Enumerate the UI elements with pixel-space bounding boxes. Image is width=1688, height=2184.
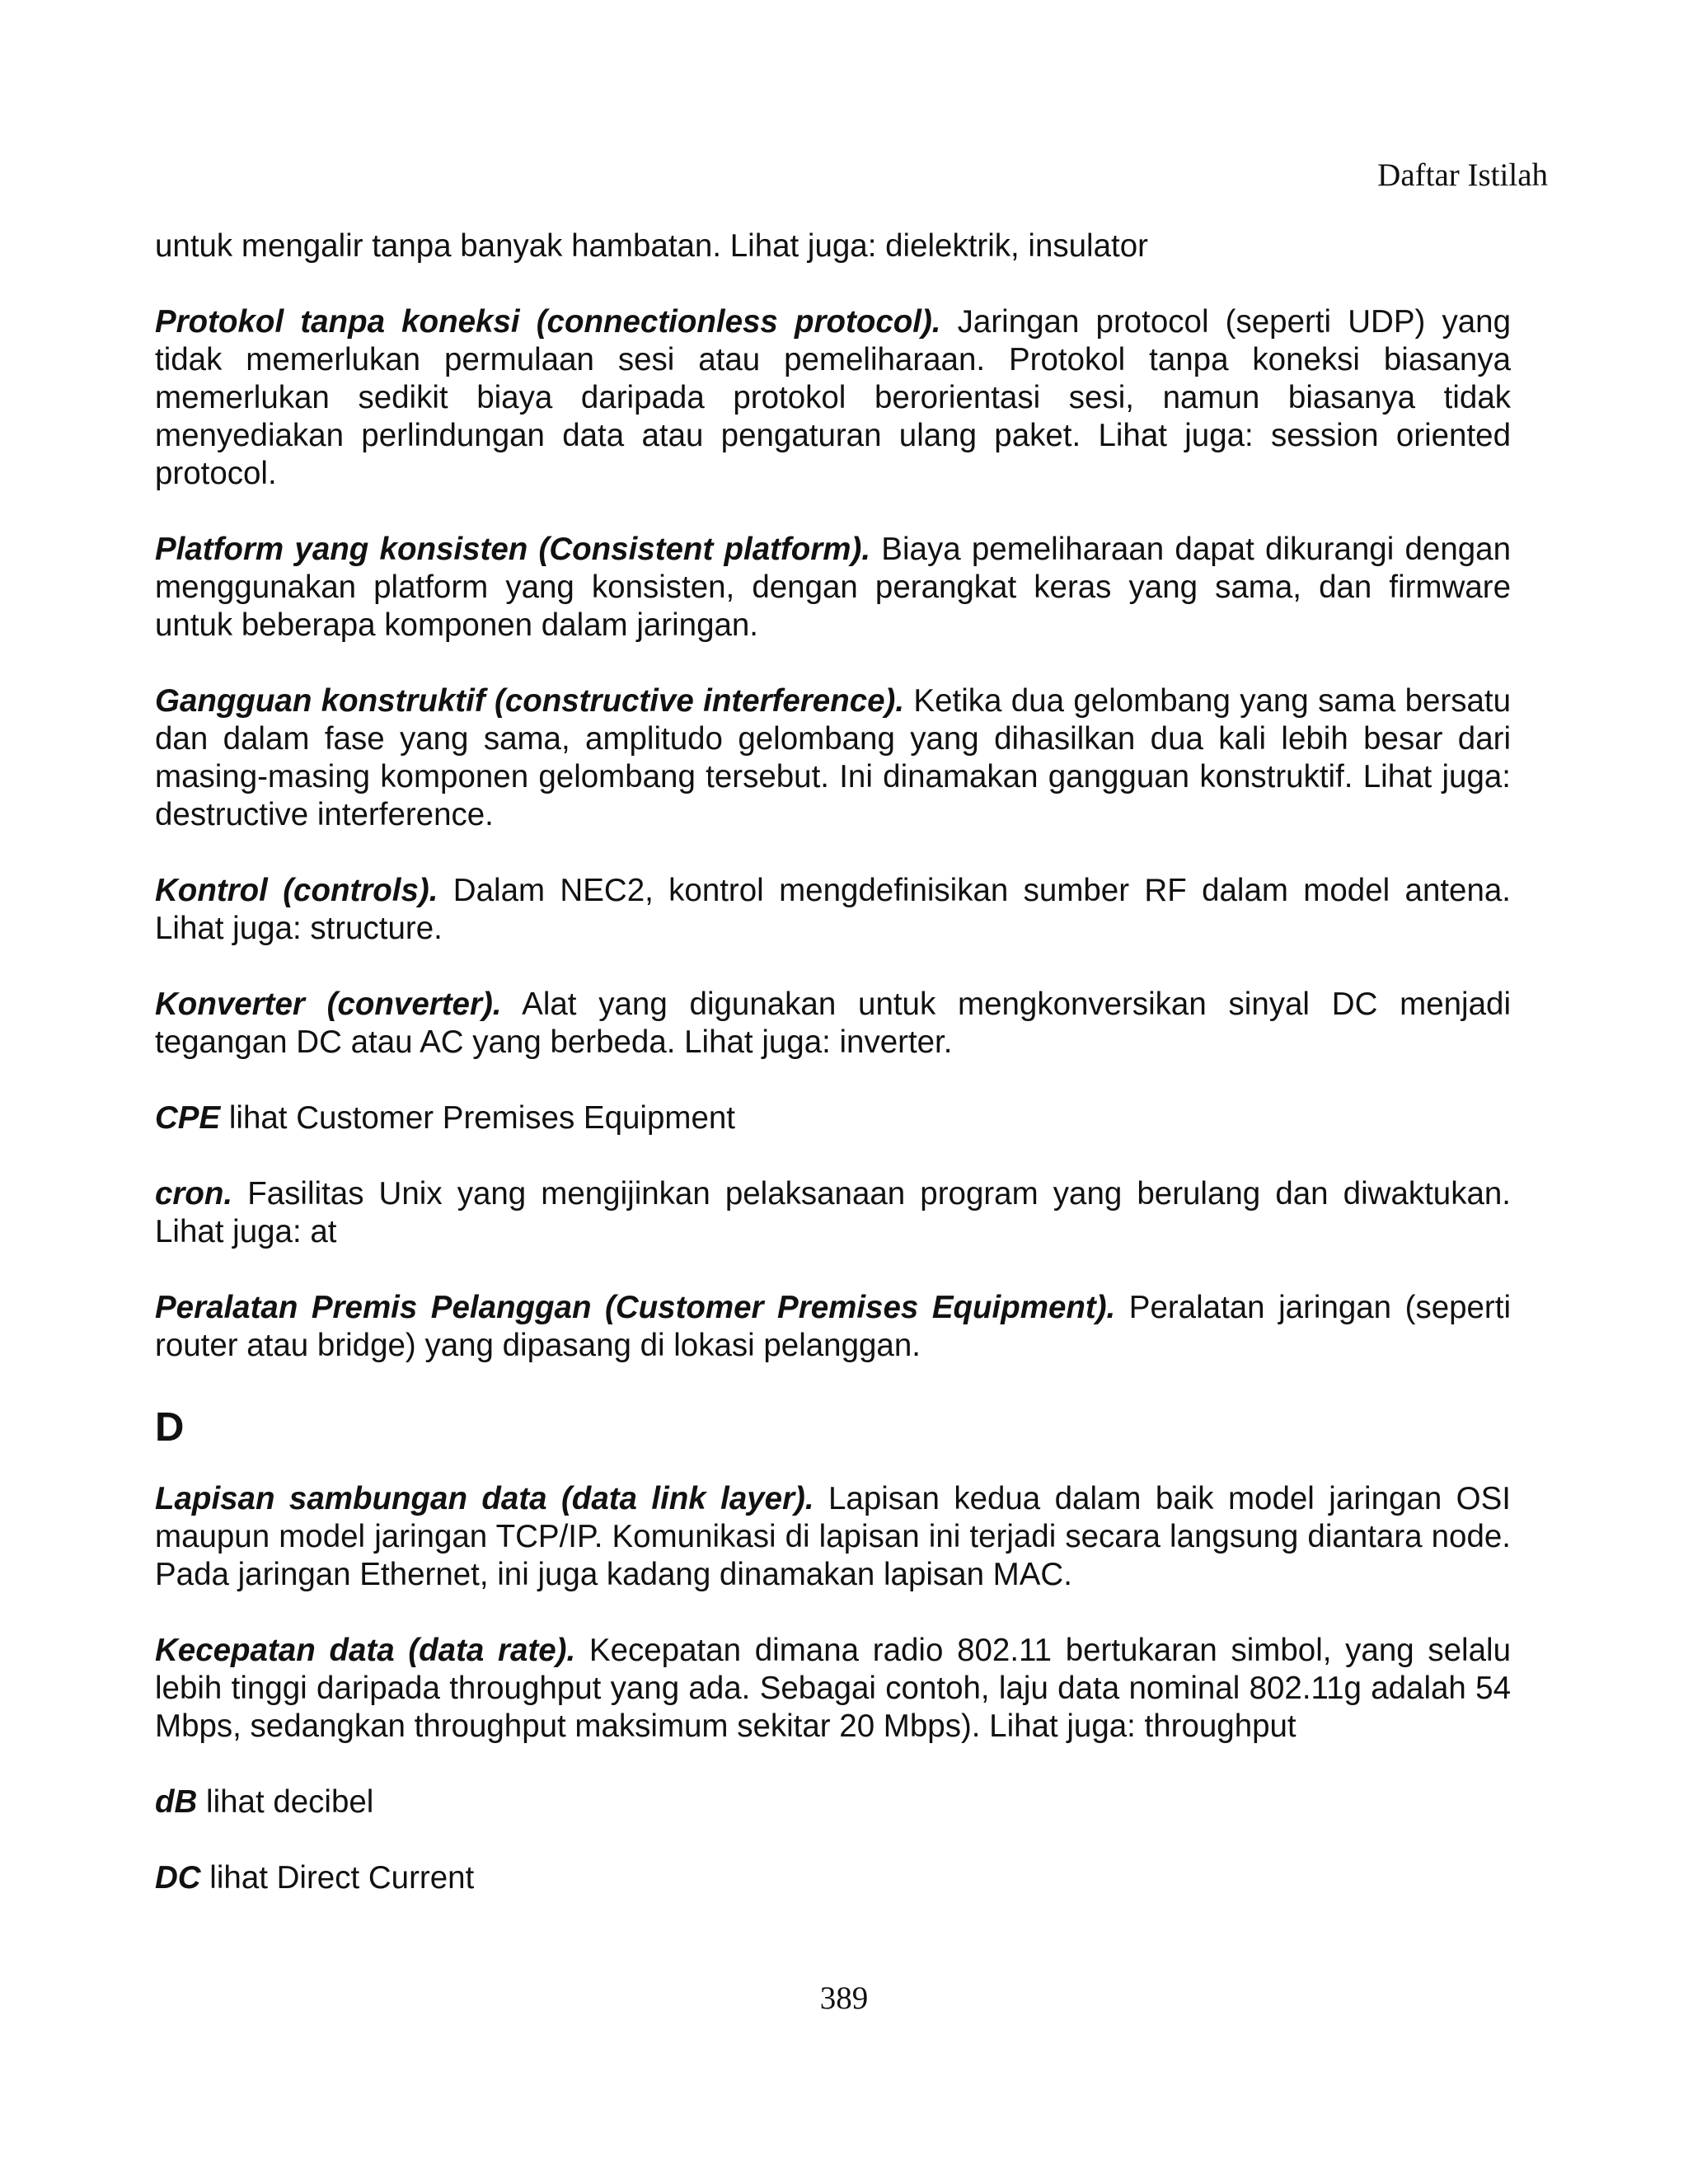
entry-term: dB bbox=[155, 1784, 198, 1820]
entry-term: Protokol tanpa koneksi (connectionless protocol). bbox=[155, 304, 941, 340]
entry-term: Lapisan sambungan data (data link layer). bbox=[155, 1481, 814, 1516]
page-number: 389 bbox=[819, 1980, 869, 2016]
glossary-entry-dc bbox=[155, 1859, 1511, 1897]
continuation-text: untuk mengalir tanpa banyak hambatan. Lihat juga: dielektrik, insulator bbox=[155, 228, 1148, 264]
entry-definition: lihat Customer Premises Equipment bbox=[220, 1100, 735, 1136]
entry-term: Peralatan Premis Pelanggan (Customer Premises Equipment). bbox=[155, 1290, 1116, 1325]
entry-definition: Lapisan kedua dalam baik model jaringan OSI maupun model jaringan TCP/IP. Komunikasi di lapisan ini terjadi secara langsung diantara node. Pada jaringan Ethernet, ini juga kadang dinamakan lapisan MAC. bbox=[155, 1481, 1512, 1592]
section-letter-heading: D bbox=[155, 1405, 185, 1450]
glossary-entry-cron bbox=[155, 1175, 1511, 1251]
entry-term: DC bbox=[155, 1860, 201, 1896]
glossary-entry-consistent-platform bbox=[155, 531, 1511, 644]
entry-definition: lihat Direct Current bbox=[200, 1860, 475, 1896]
entry-definition: Peralatan jaringan (seperti router atau bridge) yang dipasang di lokasi pelanggan. bbox=[155, 1290, 1511, 1363]
glossary-entry-data-rate bbox=[155, 1632, 1511, 1746]
glossary-entry-customer-premises-equipment bbox=[155, 1289, 1511, 1365]
entry-term: Kecepatan data (data rate). bbox=[155, 1633, 576, 1668]
entry-definition: Kecepatan dimana radio 802.11 bertukaran simbol, yang selalu lebih tinggi daripada throughput yang ada. Sebagai contoh, laju data nominal 802.11g adalah 54 Mbps, sedangkan throughput maksimum sekitar 20 Mbps). Lihat juga: throughput bbox=[155, 1633, 1511, 1744]
glossary-entry-data-link-layer bbox=[155, 1480, 1511, 1594]
entry-term: Kontrol (controls). bbox=[155, 873, 438, 908]
entry-definition: Ketika dua gelombang yang sama bersatu dan dalam fase yang sama, amplitudo gelombang yang dihasilkan dua kali lebih besar dari masing-masing komponen gelombang tersebut. Ini dinamakan gangguan konstruktif. Lihat juga: destructive interference. bbox=[155, 683, 1511, 832]
entry-definition: Alat yang digunakan untuk mengkonversikan sinyal DC menjadi tegangan DC atau AC yang berbeda. Lihat juga: inverter. bbox=[155, 987, 1511, 1060]
entry-term: cron. bbox=[155, 1176, 233, 1212]
entry-term: CPE bbox=[155, 1100, 221, 1136]
entry-definition: Jaringan protocol (seperti UDP) yang tidak memerlukan permulaan sesi atau pemeliharaan. Protokol tanpa koneksi biasanya memerlukan sedikit biaya daripada protokol berorientasi sesi, namun biasanya tidak menyediakan perlindungan data atau pengaturan ulang paket. Lihat juga: session oriented protocol. bbox=[155, 304, 1512, 491]
entry-definition: lihat decibel bbox=[197, 1784, 374, 1820]
glossary-body bbox=[155, 227, 1511, 1935]
entry-definition: Fasilitas Unix yang mengijinkan pelaksanaan program yang berulang dan diwaktukan. Lihat juga: at bbox=[155, 1176, 1511, 1249]
glossary-entry-connectionless-protocol bbox=[155, 303, 1511, 493]
glossary-entry-cpe bbox=[155, 1099, 1511, 1137]
entry-term: Konverter (converter). bbox=[155, 987, 502, 1022]
entry-term: Gangguan konstruktif (constructive interference). bbox=[155, 683, 905, 719]
glossary-entry-constructive-interference bbox=[155, 682, 1511, 834]
running-header: Daftar Istilah bbox=[1377, 157, 1548, 193]
entry-definition: Dalam NEC2, kontrol mengdefinisikan sumber RF dalam model antena. Lihat juga: structure. bbox=[155, 873, 1511, 946]
glossary-entry-controls bbox=[155, 872, 1511, 948]
entry-term: Platform yang konsisten (Consistent platform). bbox=[155, 532, 871, 567]
glossary-entry-db bbox=[155, 1783, 1511, 1821]
entry-definition: Biaya pemeliharaan dapat dikurangi dengan menggunakan platform yang konsisten, dengan perangkat keras yang sama, dan firmware untuk beberapa komponen dalam jaringan. bbox=[155, 532, 1511, 643]
glossary-entry-converter bbox=[155, 986, 1511, 1062]
